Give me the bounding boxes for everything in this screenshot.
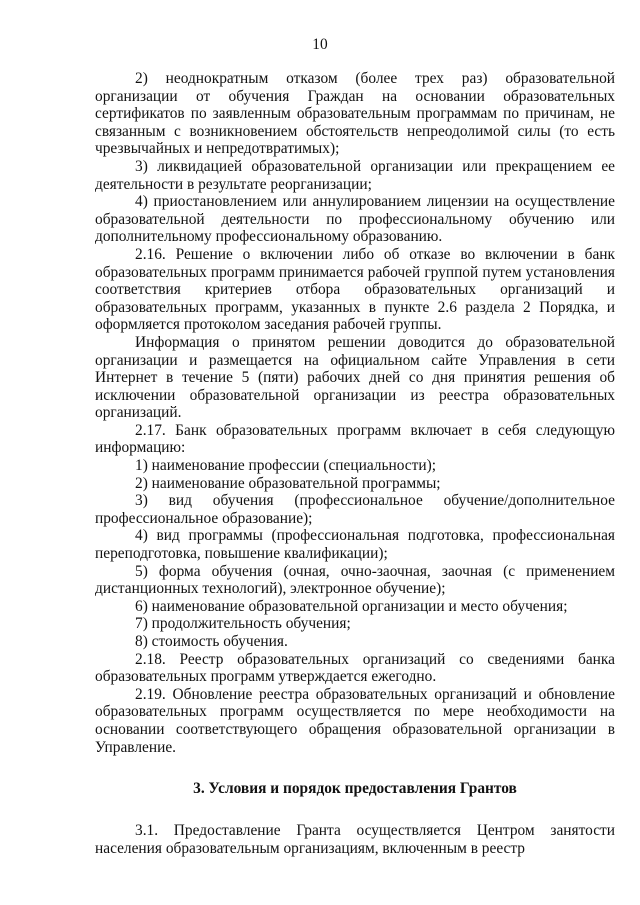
paragraph-item-3: 3) ликвидацией образовательной организации или прекращением ее деятельности в результате реорганизации; <box>95 157 615 193</box>
paragraph-information: Информация о принятом решении доводится до образовательной организации и размещается на официальном сайте Управления в сети Интернет в течение 5 (пяти) рабочих дней со дня принятия решения об исключении образовательной организации из реестра образовательных организаций. <box>95 333 615 422</box>
list-item-3: 3) вид обучения (профессиональное обучение/дополнительное профессиональное образование); <box>95 492 615 527</box>
paragraph-2-19: 2.19. Обновление реестра образовательных организаций и обновление образовательных программ осуществляется по мере необходимости на основании соответствующего обращения образовательной организации в Управление. <box>95 685 615 756</box>
spacer <box>95 756 615 780</box>
paragraph-3-1: 3.1. Предоставление Гранта осуществляется Центром занятости населения образовательным организациям, включенным в реестр <box>95 822 615 857</box>
section-heading: 3. Условия и порядок предоставления Грантов <box>193 780 517 798</box>
list-item-7: 7) продолжительность обучения; <box>135 615 351 633</box>
page-number: 10 <box>312 36 328 53</box>
list-item-8: 8) стоимость обучения. <box>135 633 288 650</box>
paragraph-item-4: 4) приостановлением или аннулированием лицензии на осуществление образовательной деятельности по профессиональному обучению или дополнительному профессиональному образованию. <box>95 193 615 246</box>
paragraph-2-16: 2.16. Решение о включении либо об отказе во включении в банк образовательных программ принимается рабочей группой путем установления соответствия критериев отбора образовательных организаций и образовательных программ, указанных в пункте 2.6 раздела 2 Порядка, и оформляется протоколом заседания рабочей группы. <box>95 245 615 334</box>
list-item-4: 4) вид программы (профессиональная подготовка, профессиональная переподготовка, повышение квалификации); <box>95 527 615 563</box>
list-item-6: 6) наименование образовательной организации и место обучения; <box>135 597 568 615</box>
paragraph-2-18: 2.18. Реестр образовательных организаций со сведениями банка образовательных программ утверждается ежегодно. <box>95 650 615 686</box>
paragraph-item-2: 2) неоднократным отказом (более трех раз) образовательной организации от обучения Граждан на основании образовательных сертификатов по заявленным образовательным программам по причинам, не связанным с возникновением обстоятельств непреодолимой силы (то есть чрезвычайных и непредотвратимых); <box>95 70 615 158</box>
list-item-1: 1) наименование профессии (специальности); <box>135 457 436 475</box>
paragraph-2-17: 2.17. Банк образовательных программ включает в себя следующую информацию: <box>95 421 615 457</box>
document-body <box>95 70 615 857</box>
list-item-2: 2) наименование образовательной программы; <box>135 474 441 492</box>
spacer <box>95 798 615 822</box>
list-item-5: 5) форма обучения (очная, очно-заочная, заочная (с применением дистанционных технологий), электронное обучение); <box>95 562 615 598</box>
